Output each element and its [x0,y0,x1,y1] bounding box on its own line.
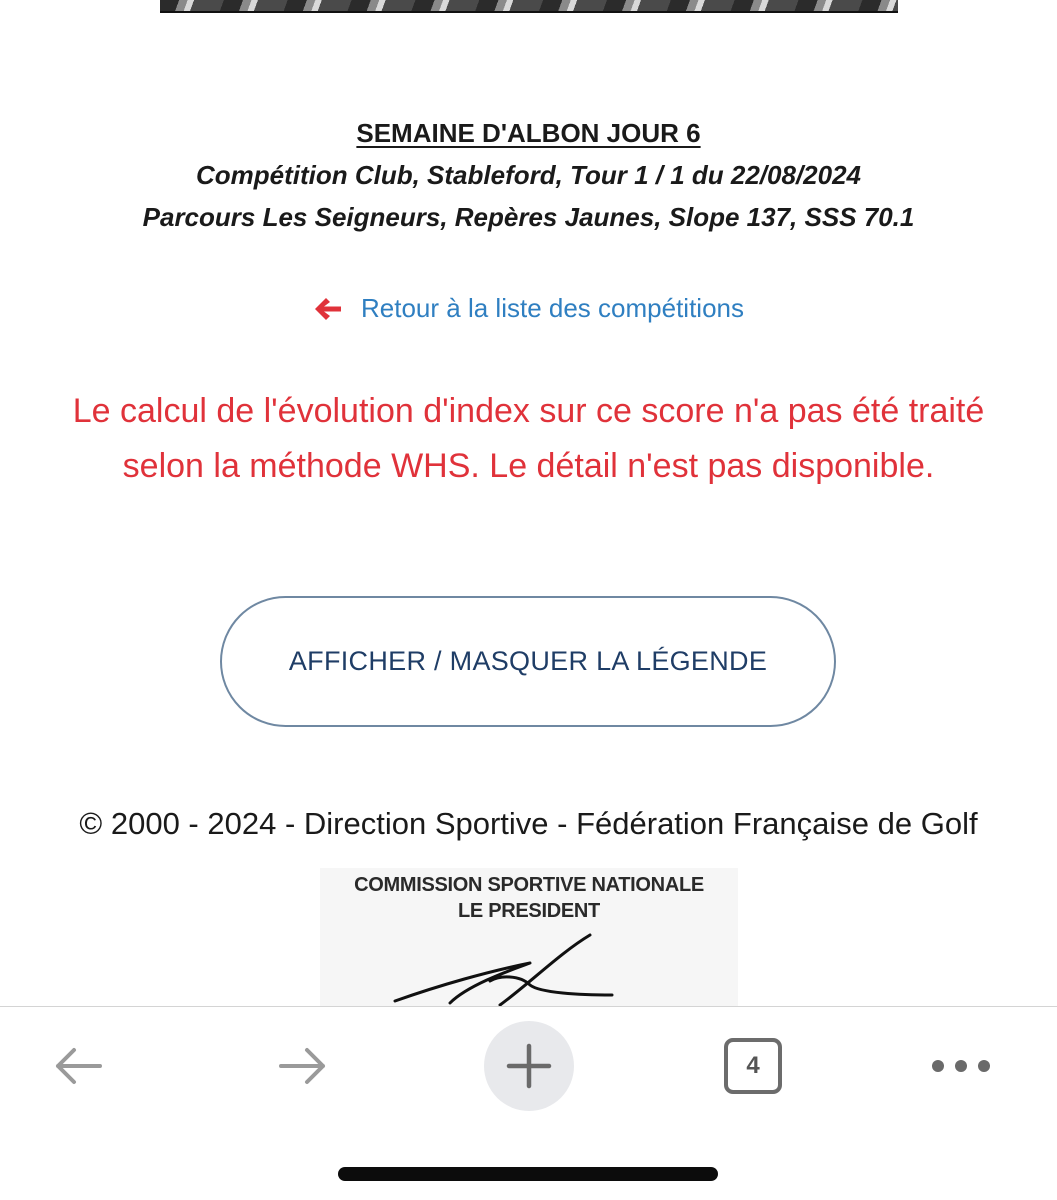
browser-toolbar [0,1006,1057,1200]
arrow-right-icon [273,1041,333,1091]
arrow-left-icon [313,296,343,322]
signature-org: COMMISSION SPORTIVE NATIONALE [354,874,704,896]
plus-icon [504,1041,554,1091]
browser-forward-button[interactable] [258,1021,348,1111]
president-signature-image [320,868,738,1008]
tab-count-badge: 4 [724,1038,782,1094]
tab-switcher-button[interactable] [708,1021,798,1111]
home-indicator[interactable] [338,1167,718,1181]
arrow-left-icon [48,1041,108,1091]
back-to-competitions-link[interactable] [0,293,1057,324]
signature-scrawl [380,923,620,1008]
competition-details: Compétition Club, Stableford, Tour 1 / 1 du 22/08/2024 [195,160,862,190]
signature-role: LE PRESIDENT [458,900,600,922]
ellipsis-icon [926,1056,996,1076]
browser-back-button[interactable] [33,1021,123,1111]
back-link-label[interactable]: Retour à la liste des compétitions [361,293,744,323]
copyright-text: © 2000 - 2024 - Direction Sportive - Fédération Française de Golf [79,806,978,841]
toggle-legend-button[interactable]: AFFICHER / MASQUER LA LÉGENDE [220,596,836,727]
more-menu-button[interactable] [916,1021,1006,1111]
course-details: Parcours Les Seigneurs, Repères Jaunes, Slope 137, SSS 70.1 [142,202,915,232]
new-tab-button[interactable] [484,1021,574,1111]
whs-warning-message [0,384,1057,494]
warning-line-1: Le calcul de l'évolution d'index sur ce score n'a pas été traité [72,392,985,430]
warning-line-2: selon la méthode WHS. Le détail n'est pas disponible. [122,447,935,485]
competition-title: SEMAINE D'ALBON JOUR 6 [356,118,701,148]
header-image [160,0,898,13]
